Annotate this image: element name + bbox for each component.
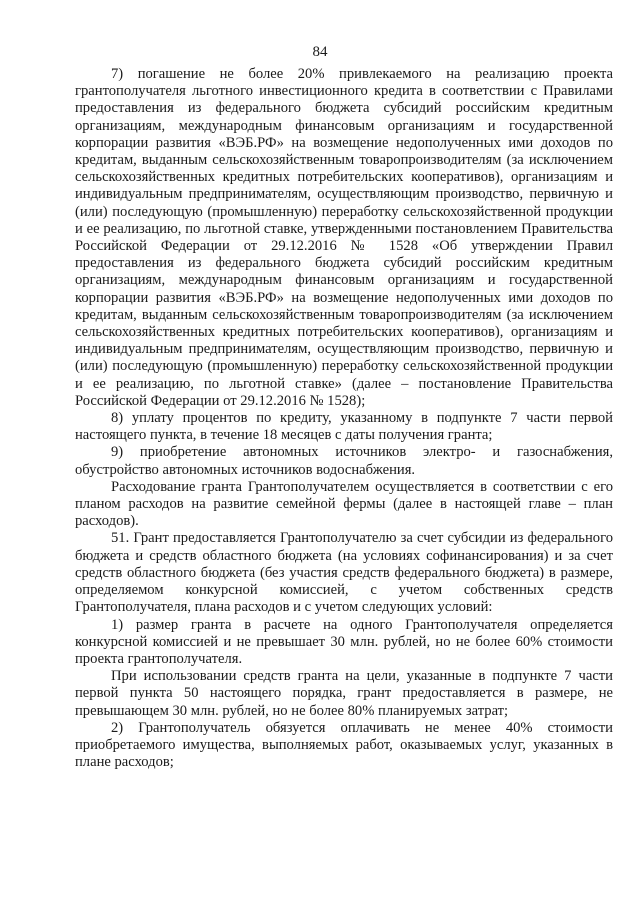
paragraph-condition-1-note: При использовании средств гранта на цели, указанные в подпункте 7 части первой пункта 50 настоящего порядка, грант предоставляется в размере, не превышающем 30 млн. рублей, но не более 80% планируемых затрат; — [75, 668, 613, 719]
paragraph-item-9: 9) приобретение автономных источников электро- и газоснабжения, обустройство автономных источников водоснабжения. — [75, 444, 613, 478]
paragraph-grant-spending: Расходование гранта Грантополучателем осуществляется в соответствии с его планом расходов на развитие семейной фермы (далее в настоящей главе – план расходов). — [75, 478, 613, 530]
paragraph-item-8: 8) уплату процентов по кредиту, указанному в подпункте 7 части первой настоящего пункта, в течение 18 месяцев с даты получения гранта; — [75, 410, 613, 444]
document-body — [75, 66, 613, 771]
paragraph-clause-51: 51. Грант предоставляется Грантополучателю за счет субсидии из федерального бюджета и средств областного бюджета (на условиях софинансирования) и за счет средств областного бюджета (без участия средств федерального бюджета) в размере, определяемом конкурсной комиссией, с учетом собственных средств Грантополучателя, плана расходов и с учетом следующих условий: — [75, 530, 613, 616]
paragraph-item-7: 7) погашение не более 20% привлекаемого на реализацию проекта грантополучателя льготного инвестиционного кредита в соответствии с Правилами предоставления из федерального бюджета субсидий российским кредитным организациям, международным финансовым организациям и государственной корпорации развития «ВЭБ.РФ» на возмещение недополученных ими доходов по кредитам, выданным сельскохозяйственным товаропроизводителям (за исключением сельскохозяйственных кредитных потребительских кооперативов), организациям и индивидуальным предпринимателям, осуществляющим производство, первичную и (или) последующую (промышленную) переработку сельскохозяйственной продукции и ее реализацию, по льготной ставке, утвержденными постановлением Правительства Российской Федерации от 29.12.2016 № 1528 «Об утверждении Правил предоставления из федерального бюджета субсидий российским кредитным организациям, международным финансовым организациям и государственной корпорации развития «ВЭБ.РФ» на возмещение недополученных ими доходов по кредитам, выданным сельскохозяйственным товаропроизводителям (за исключением сельскохозяйственных кредитных потребительских кооперативов), организациям и индивидуальным предпринимателям, осуществляющим производство, первичную и (или) последующую (промышленную) переработку сельскохозяйственной продукции и ее реализацию, по льготной ставке» (далее – постановление Правительства Российской Федерации от 29.12.2016 № 1528); — [75, 66, 613, 409]
paragraph-condition-1: 1) размер гранта в расчете на одного Грантополучателя определяется конкурсной комиссией и не превышает 30 млн. рублей, но не более 60% стоимости проекта грантополучателя. — [75, 616, 613, 667]
page-number: 84 — [312, 44, 328, 60]
paragraph-condition-2: 2) Грантополучатель обязуется оплачивать не менее 40% стоимости приобретаемого имущества, выполняемых работ, оказываемых услуг, указанных в плане расходов; — [75, 719, 613, 771]
